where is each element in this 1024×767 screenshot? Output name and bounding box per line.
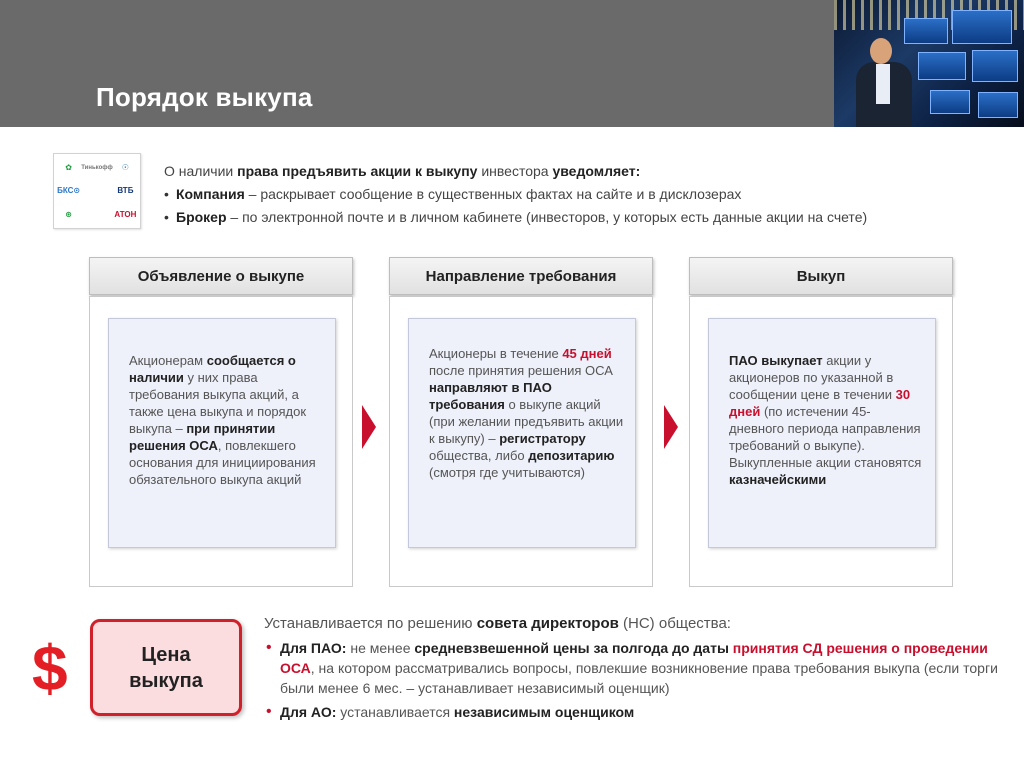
step-card xyxy=(408,318,636,548)
tinkoff-logo: Тинькофф xyxy=(81,164,113,171)
trader-photo xyxy=(834,0,1024,127)
monitor-screen xyxy=(904,18,948,44)
otkritie-logo: ☉ xyxy=(121,163,129,173)
step-card xyxy=(108,318,336,548)
step-body xyxy=(89,296,353,587)
text-bold: депозитарию xyxy=(528,448,615,463)
step-body xyxy=(389,296,653,587)
bullet-text: – по электронной почте и в личном кабинете (инвесторов, у которых есть данные акции на счете) xyxy=(226,209,868,225)
text-red: принятия СД решения о проведении ОСА xyxy=(280,640,988,676)
bks-logo: БКС⊙ xyxy=(57,186,81,196)
arrow-right-icon xyxy=(362,405,376,449)
price-label-box xyxy=(90,619,242,716)
text: Устанавливается по решению xyxy=(264,615,477,632)
bullet-text: – раскрывает сообщение в существенных фактах на сайте и в дисклозерах xyxy=(244,186,742,202)
step-text xyxy=(429,345,625,481)
text-bold: совета директоров xyxy=(476,615,619,632)
intro-text: О наличии xyxy=(164,163,238,179)
intro-bold: права предъявить акции к выкупу xyxy=(237,163,478,179)
price-label-line: выкупа xyxy=(129,669,203,692)
monitor-screen xyxy=(978,92,1018,118)
step-announcement xyxy=(89,257,353,587)
page-title: Порядок выкупа xyxy=(96,82,313,112)
text-bold: средневзвешенной цены за полгода до даты xyxy=(414,640,729,656)
price-lead xyxy=(264,614,1004,634)
text: (смотря где учитываются) xyxy=(429,465,585,480)
dollar-icon: $ xyxy=(32,632,68,704)
intro-text: инвестора xyxy=(477,163,553,179)
step-text xyxy=(129,352,321,488)
text: Акционеры в течение xyxy=(429,346,563,361)
price-bullet-ao xyxy=(264,702,1004,722)
price-bullet-pao xyxy=(264,638,1004,698)
price-label xyxy=(129,642,203,694)
text: , повлекшего основания для инициирования обязательного выкупа акций xyxy=(129,438,316,487)
text: устанавливается xyxy=(336,704,454,720)
text-bold: казначейскими xyxy=(729,472,827,487)
text: акции у акционеров по указанной в сообщении цене в течении xyxy=(729,353,896,402)
monitor-screen xyxy=(918,52,966,80)
text-red: 45 дней xyxy=(562,346,612,361)
text-bold: регистратору xyxy=(499,431,586,446)
text-bold: независимым оценщиком xyxy=(453,704,635,720)
bullet-label: Брокер xyxy=(176,209,227,225)
text: не менее xyxy=(346,640,415,656)
trader-head xyxy=(870,38,892,64)
text: , на котором рассматривались вопросы, повлекшие возникновение права требования выкупа (если торги были менее 6 мес. – устанавливает независимый оценщик) xyxy=(280,660,998,696)
price-label-line: Цена xyxy=(141,643,191,666)
broker-logos xyxy=(53,153,141,229)
sberbank-logo: ✿ xyxy=(65,163,72,173)
intro-bullet-company xyxy=(164,183,984,206)
text-bold: Для АО: xyxy=(280,704,337,720)
intro-line xyxy=(164,160,984,183)
text: общества, либо xyxy=(429,448,529,463)
text: (НС) общества: xyxy=(618,615,731,632)
intro-bold: уведомляет: xyxy=(552,163,641,179)
step-body xyxy=(689,296,953,587)
step-header: Направление требования xyxy=(389,257,653,295)
text: после принятия решения ОСА xyxy=(429,363,613,378)
step-buyback xyxy=(689,257,953,587)
text: Акционерам xyxy=(129,353,207,368)
monitor-screen xyxy=(972,50,1018,82)
text-bold: сообщается xyxy=(206,353,285,368)
vtb-logo: ВТБ xyxy=(117,186,134,196)
text: (по истечении 45-дневного периода направления требований о выкупе). Выкупленные акции становятся xyxy=(729,404,922,470)
sber-small-logo: ⊛ xyxy=(65,209,72,219)
step-text xyxy=(729,352,925,488)
monitor-screen xyxy=(930,90,970,114)
notification-info xyxy=(164,160,984,229)
step-card xyxy=(708,318,936,548)
text-bold: ПАО выкупает xyxy=(729,353,823,368)
text: о выкупе акций (при желании предъявить акции к выкупу) – xyxy=(429,397,624,446)
step-header: Выкуп xyxy=(689,257,953,295)
intro-bullet-broker xyxy=(164,206,984,229)
step-request xyxy=(389,257,653,587)
trader-shirt xyxy=(876,64,890,104)
aton-logo: АТОН xyxy=(114,209,137,219)
text-bold: Для ПАО: xyxy=(280,640,347,656)
text-bold: при принятии решения ОСА xyxy=(129,421,276,453)
arrow-right-icon xyxy=(664,405,678,449)
text-red: 30 дней xyxy=(729,387,911,419)
step-header: Объявление о выкупе xyxy=(89,257,353,295)
text-bold: направляют в ПАО требования xyxy=(429,380,552,412)
text-bold: о наличии xyxy=(129,353,296,385)
header-bar xyxy=(0,0,1024,127)
monitor-screen xyxy=(952,10,1012,44)
text: у них права требования выкупа акций, а также цена выкупа и порядок выкупа – xyxy=(129,370,307,436)
price-description xyxy=(264,614,1004,726)
bullet-label: Компания xyxy=(176,186,245,202)
